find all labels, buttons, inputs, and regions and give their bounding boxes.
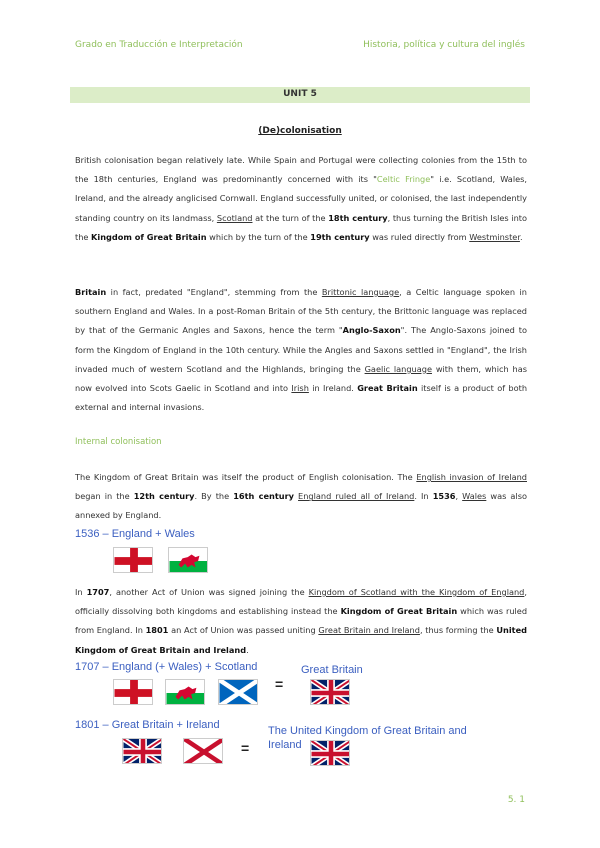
caption-united-kingdom-line1: The United Kingdom of Great Britain and (268, 725, 467, 737)
paragraph-3: The Kingdom of Great Britain was itself the product of English colonisation. The English invasion of Ireland began in the 12th century. By the 16th century England ruled all of Ireland. In 1536, Wales was also annexed by England. (75, 472, 527, 521)
equals-sign: = (275, 676, 284, 692)
great-britain-flag-icon (122, 738, 162, 764)
wales-flag-icon (168, 547, 208, 573)
paragraph-4: In 1707, another Act of Union was signed joining the Kingdom of Scotland with the Kingdom of England, officially dissolving both kingdoms and establishing instead the Kingdom of Great Britain which was ruled from England. In 1801 an Act of Union was passed uniting Great Britain and Ireland, thus forming the United Kingdom of Great Britain and Ireland. (75, 587, 528, 655)
caption-united-kingdom-line2: Ireland (268, 739, 302, 751)
gaelic-language-link[interactable]: Gaelic language (364, 363, 432, 374)
great-britain-flag-icon (310, 679, 350, 705)
wales-link[interactable]: Wales (462, 491, 487, 502)
caption-great-britain: Great Britain (301, 664, 363, 676)
internal-colonisation-heading: Internal colonisation (75, 437, 162, 447)
united-kingdom-flag-icon (310, 740, 350, 766)
england-flag-icon (113, 679, 153, 705)
header-subject: Historia, política y cultura del inglés (363, 40, 525, 50)
england-flag-icon (113, 547, 153, 573)
celtic-fringe-term: Celtic Fringe (376, 174, 431, 185)
scotland-link[interactable]: Scotland (216, 212, 253, 223)
kingdom-scotland-england-link[interactable]: Kingdom of Scotland with the Kingdom of England (308, 587, 525, 597)
wales-flag-icon (165, 679, 205, 705)
ireland-flag-icon (183, 738, 223, 764)
great-britain-ireland-link[interactable]: Great Britain and Ireland (318, 625, 420, 636)
page-number: 5. 1 (507, 795, 525, 805)
header-course: Grado en Traducción e Interpretación (75, 40, 243, 50)
caption-1536: 1536 – England + Wales (75, 528, 195, 540)
unit-title: UNIT 5 (283, 89, 317, 99)
brittonic-language-link[interactable]: Brittonic language (321, 287, 400, 297)
equals-sign: = (241, 740, 250, 756)
paragraph-2: Britain in fact, predated "England", stemming from the Brittonic language, a Celtic language spoken in southern England and Wales. In a post-Roman Britain of the 5th century, the Brittonic language was replaced by that of the Germanic Angles and Saxons, hence the term "Anglo-Saxon". The Anglo-Saxons joined to form the Kingdom of England in the 10th century. While the Angles and Saxons settled in "England", the Irish invaded much of western Scotland and the Highlands, bringing the Gaelic language with them, which has now evolved into Scots Gaelic in Scotland and into Irish in Ireland. Great Britain itself is a product of both external and internal invasions. (75, 287, 528, 413)
caption-1801: 1801 – Great Britain + Ireland (75, 719, 220, 731)
paragraph-1: British colonisation began relatively late. While Spain and Portugal were collecting colonies from the 15th to the 18th centuries, England was predominantly concerned with its "Celtic Fringe" i.e. Scotland, Wales, Ireland, and the already anglicised Cornwall. England successfully united, or colonised, the last independently standing country on its landmass, Scotland at the turn of the 18th century, thus turning the British Isles into the Kingdom of Great Britain which by the turn of the 19th century was ruled directly from Westminster. (75, 155, 528, 242)
westminster-link[interactable]: Westminster (469, 231, 520, 242)
section-title: (De)colonisation (258, 126, 342, 136)
scotland-flag-icon (218, 679, 258, 705)
english-invasion-link[interactable]: English invasion of Ireland (416, 472, 527, 482)
caption-1707: 1707 – England (+ Wales) + Scotland (75, 661, 258, 673)
irish-link[interactable]: Irish (291, 383, 309, 394)
england-ruled-ireland-link[interactable]: England ruled all of Ireland (298, 491, 415, 502)
